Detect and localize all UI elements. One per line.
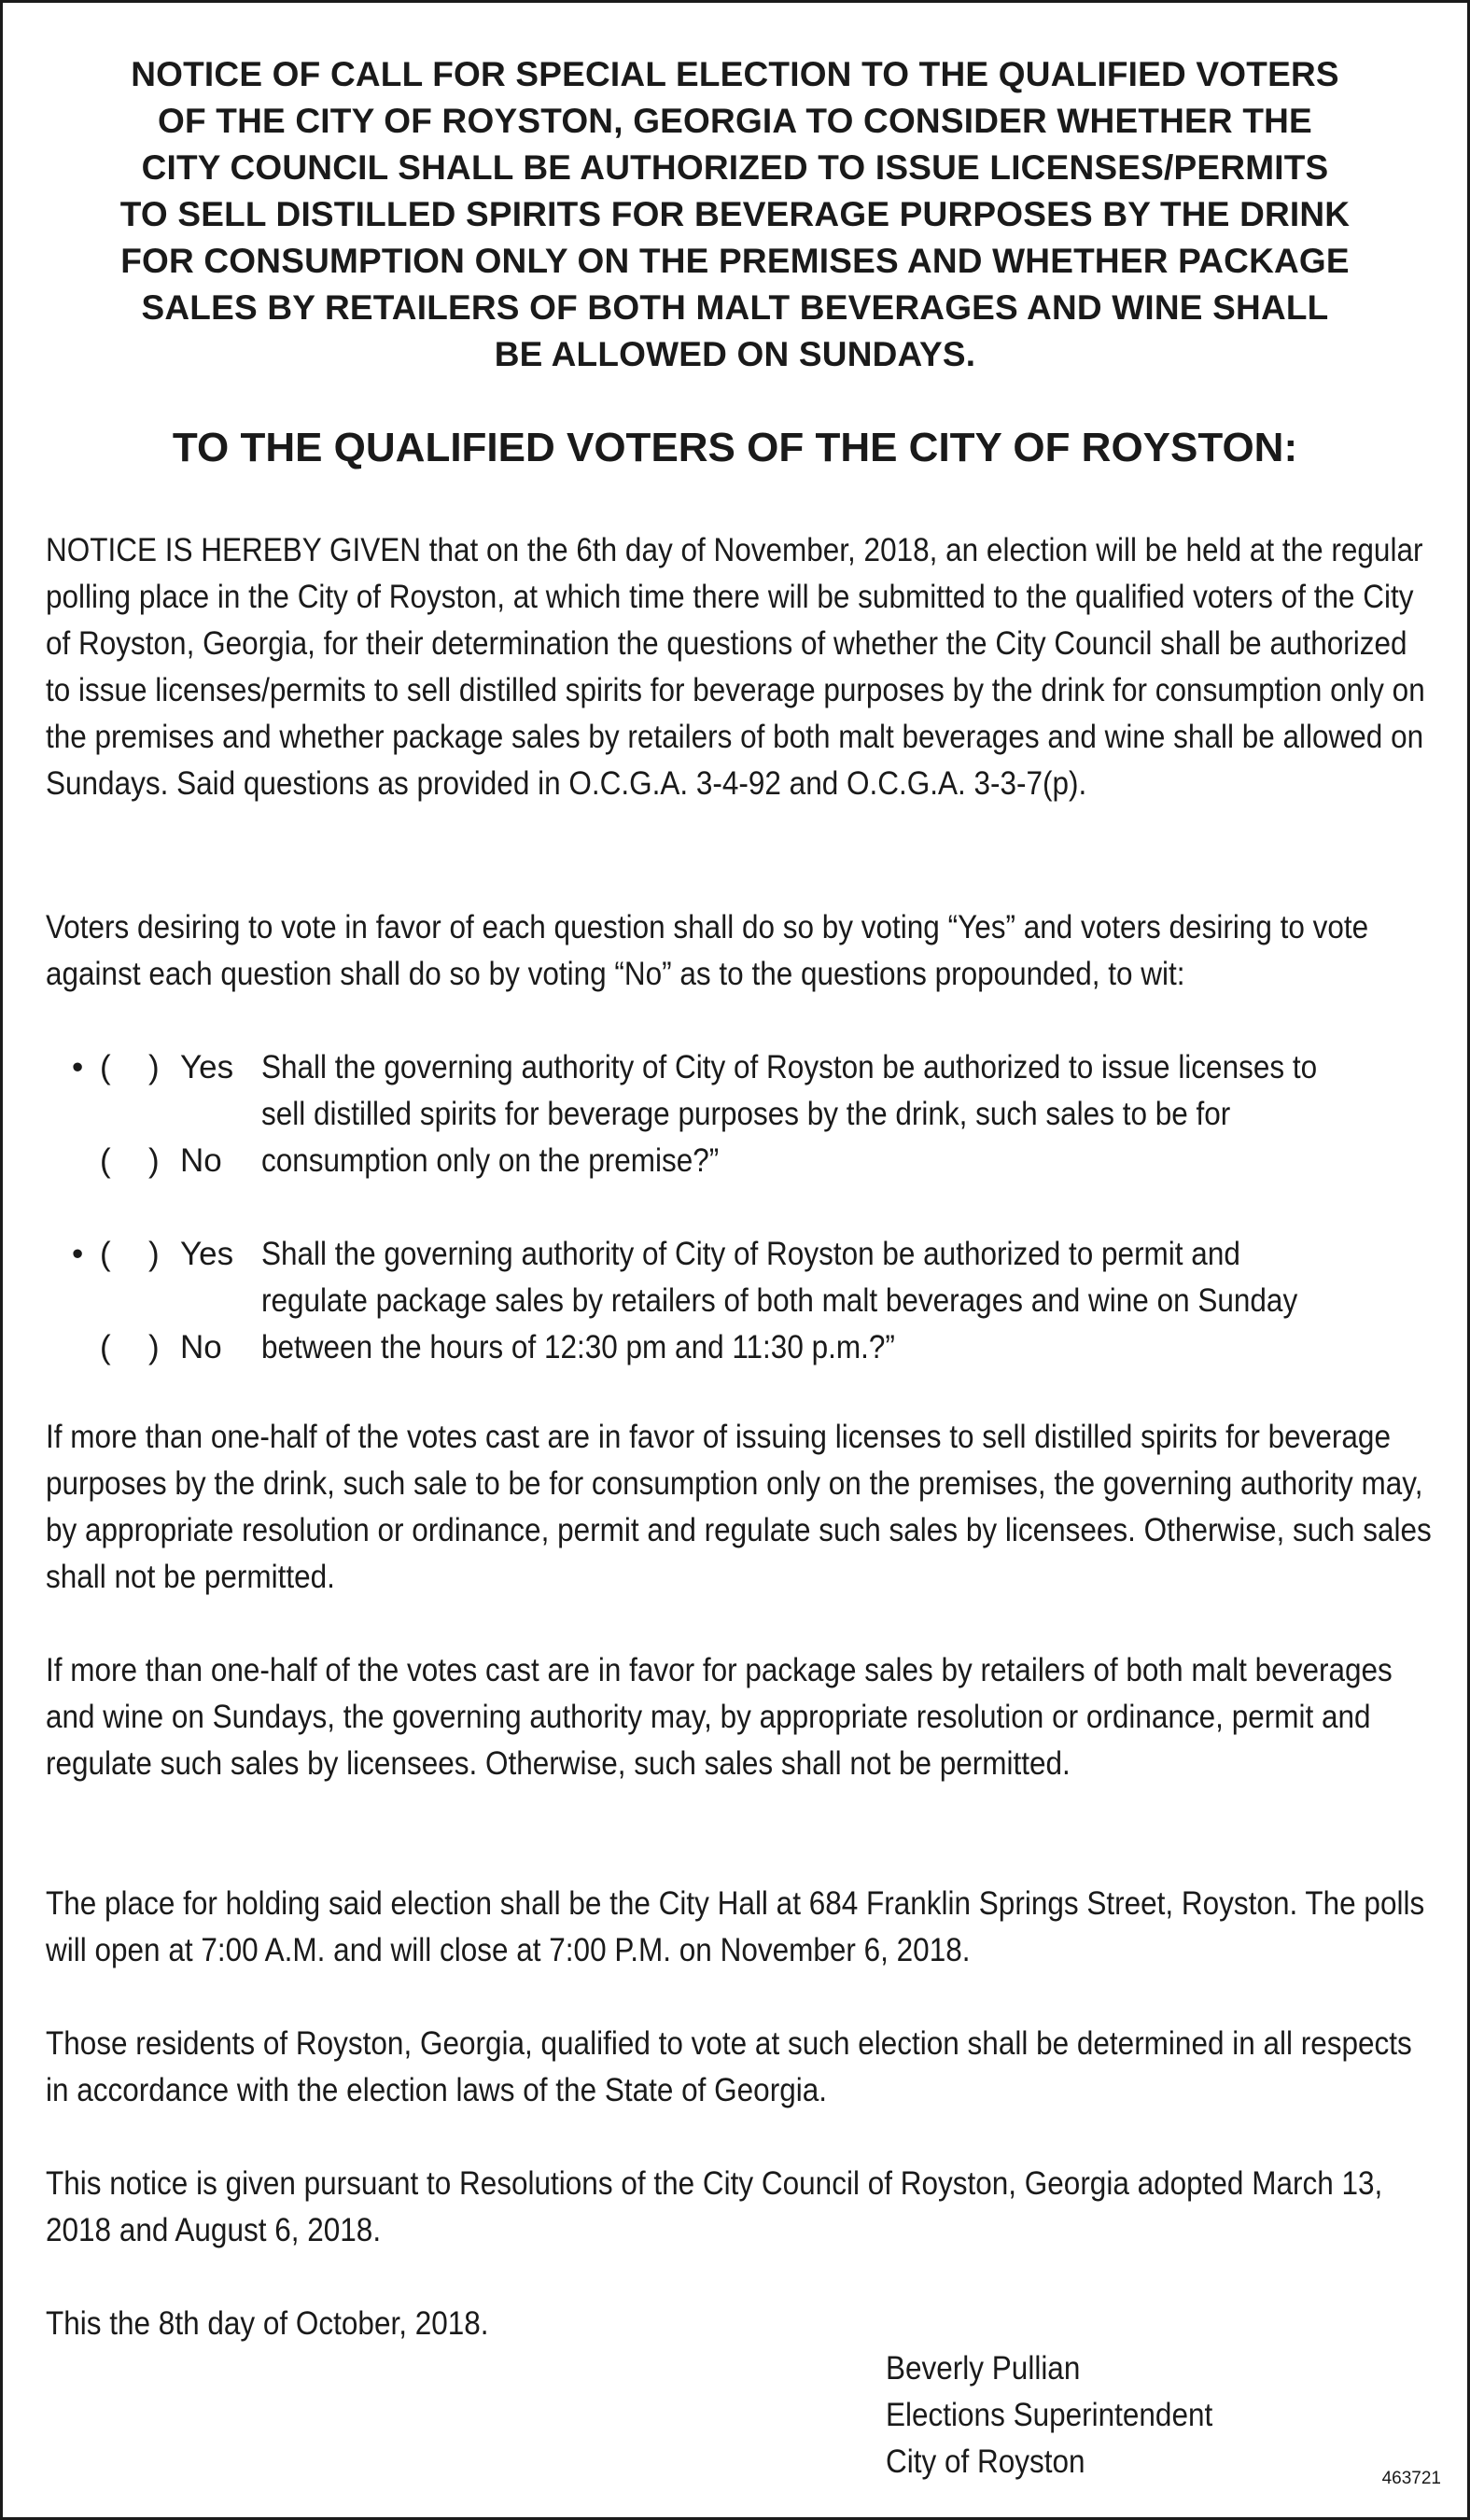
question-text-line: regulate package sales by retailers of both malt beverages and wine on Sunday: [261, 1282, 1298, 1319]
title-line: CITY COUNCIL SHALL BE AUTHORIZED TO ISSUE LICENSES/PERMITS: [141, 148, 1329, 187]
no-checkbox-open: (: [100, 1142, 111, 1179]
sunday-sales-result-paragraph: If more than one-half of the votes cast are in favor for package sales by retailers of both malt beverages and wine on Sundays, the governing authority may, by appropriate resolution or ordinance, permit and regulate such sales by licensees. Otherwise, such sales shall not be permitted.: [46, 1652, 1393, 1782]
no-label: No: [180, 1142, 222, 1179]
voting-instructions-paragraph: Voters desiring to vote in favor of each question shall do so by voting “Yes” and voters desiring to vote against each question shall do so by voting “No” as to the questions propounded, to wit:: [46, 909, 1369, 992]
question-text-line: Shall the governing authority of City of Royston be authorized to issue licenses to: [261, 1049, 1318, 1085]
title-line: OF THE CITY OF ROYSTON, GEORGIA TO CONSIDER WHETHER THE: [158, 102, 1312, 140]
ad-number: 463721: [1381, 2469, 1441, 2488]
question-text-line: Shall the governing authority of City of Royston be authorized to permit and: [261, 1236, 1240, 1272]
title-line: NOTICE OF CALL FOR SPECIAL ELECTION TO THE QUALIFIED VOTERS: [131, 55, 1339, 93]
no-label: No: [180, 1329, 222, 1365]
question-text-line: consumption only on the premise?”: [261, 1142, 720, 1179]
polling-place-paragraph: The place for holding said election shall be the City Hall at 684 Franklin Springs Street, Royston. The polls will open at 7:00 A.M. and will close at 7:00 P.M. on November 6, 2018.: [46, 1885, 1425, 1968]
notice-title: [40, 51, 1430, 378]
title-line: TO SELL DISTILLED SPIRITS FOR BEVERAGE PURPOSES BY THE DRINK: [119, 195, 1351, 233]
spirits-result-paragraph: If more than one-half of the votes cast are in favor of issuing licenses to sell distilled spirits for beverage purposes by the drink, such sale to be for consumption only on the premises, the governing authority may, by appropriate resolution or ordinance, permit and regulate such sales by licensees. Otherwise, such sales shall not be permitted.: [46, 1419, 1432, 1595]
yes-checkbox-open: (: [100, 1049, 111, 1085]
question-text-line: between the hours of 12:30 pm and 11:30 p.m.?”: [261, 1329, 895, 1365]
signature-block: [886, 2345, 1212, 2485]
election-notice-paragraph: NOTICE IS HEREBY GIVEN that on the 6th day of November, 2018, an election will be held at the regular polling place in the City of Royston, at which time there will be submitted to the qualified voters of the City of Royston, Georgia, for their determination the questions of whether the City Council shall be authorized to issue licenses/permits to sell distilled spirits for beverage purposes by the drink for consumption only on the premises and whether package sales by retailers of both malt beverages and wine shall be allowed on Sundays. Said questions as provided in O.C.G.A. 3-4-92 and O.C.G.A. 3-3-7(p).: [46, 532, 1425, 802]
resolutions-paragraph: This notice is given pursuant to Resolutions of the City Council of Royston, Georgia adopted March 13, 2018 and August 6, 2018.: [46, 2165, 1383, 2248]
bullet-icon: •: [72, 1236, 84, 1272]
eligibility-paragraph: Those residents of Royston, Georgia, qualified to vote at such election shall be determined in all respects in accordance with the election laws of the State of Georgia.: [46, 2025, 1412, 2108]
bullet-icon: •: [72, 1049, 84, 1085]
title-line: FOR CONSUMPTION ONLY ON THE PREMISES AND WHETHER PACKAGE: [120, 242, 1350, 280]
yes-label: Yes: [180, 1049, 234, 1085]
no-checkbox-close: ): [148, 1329, 160, 1365]
title-line: SALES BY RETAILERS OF BOTH MALT BEVERAGES AND WINE SHALL: [141, 288, 1329, 327]
no-checkbox-open: (: [100, 1329, 111, 1365]
yes-checkbox-close: ): [148, 1049, 160, 1085]
signatory-organization: City of Royston: [886, 2443, 1085, 2480]
no-checkbox-close: ): [148, 1142, 160, 1179]
signatory-title: Elections Superintendent: [886, 2397, 1213, 2433]
yes-label: Yes: [180, 1236, 234, 1272]
yes-checkbox-close: ): [148, 1236, 160, 1272]
dated-line: This the 8th day of October, 2018.: [46, 2305, 489, 2342]
question-text-line: sell distilled spirits for beverage purposes by the drink, such sales to be for: [261, 1096, 1231, 1132]
title-line: BE ALLOWED ON SUNDAYS.: [494, 335, 976, 373]
yes-checkbox-open: (: [100, 1236, 111, 1272]
signatory-name: Beverly Pullian: [886, 2350, 1081, 2387]
salutation-heading: TO THE QUALIFIED VOTERS OF THE CITY OF ROYSTON:: [172, 425, 1298, 470]
